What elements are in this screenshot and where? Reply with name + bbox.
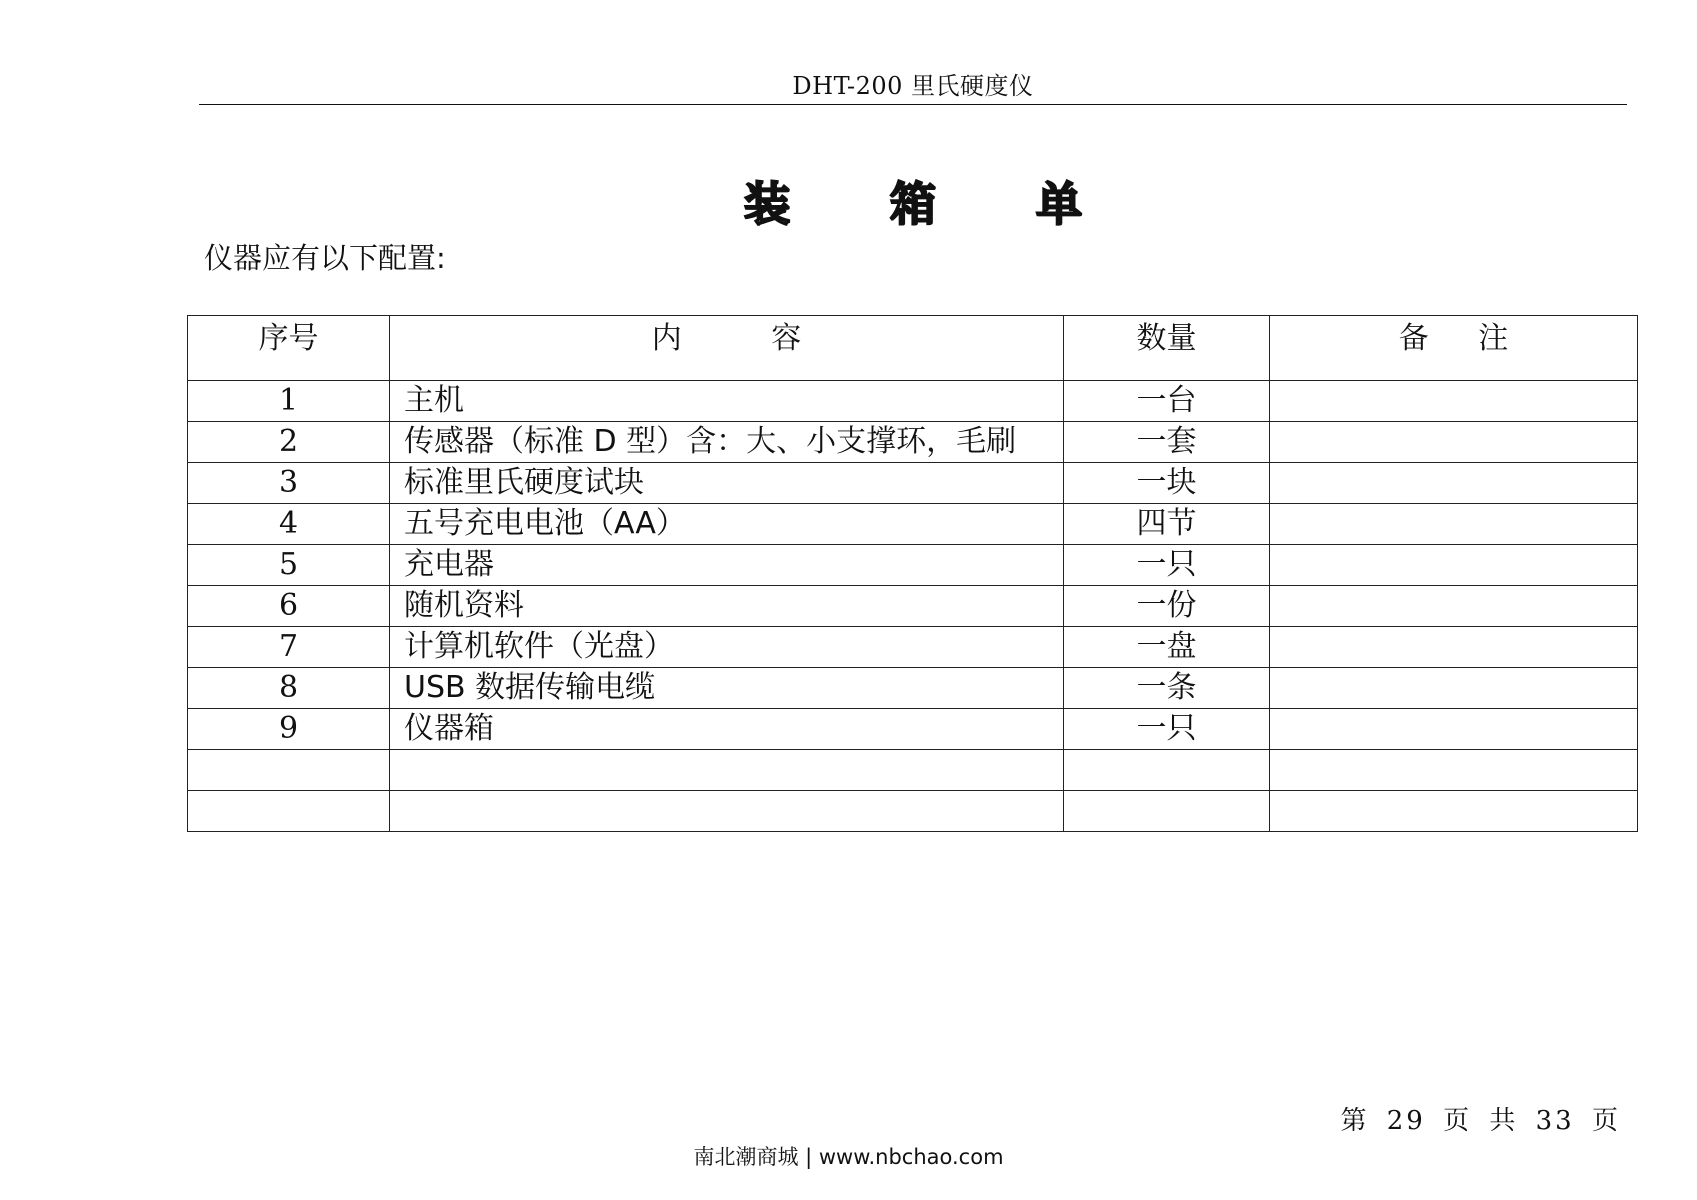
- row-note: [1270, 504, 1638, 545]
- intro-text: 仪器应有以下配置:: [204, 241, 446, 275]
- row-number: 8: [188, 668, 390, 709]
- document-title: 装 箱 单: [743, 177, 1125, 231]
- row-note: [1270, 627, 1638, 668]
- row-note: [1270, 709, 1638, 750]
- row-note: [1270, 381, 1638, 422]
- table-row-empty: [188, 791, 1638, 832]
- row-number: 6: [188, 586, 390, 627]
- row-quantity: 一盘: [1064, 627, 1270, 668]
- row-note: [1270, 668, 1638, 709]
- row-content: 充电器: [390, 545, 1064, 586]
- row-note: [1270, 586, 1638, 627]
- row-note: [1270, 463, 1638, 504]
- column-header-no: 序号: [188, 316, 390, 381]
- table-row-empty: [188, 750, 1638, 791]
- row-note: [1270, 750, 1638, 791]
- row-number: 9: [188, 709, 390, 750]
- table-row: [188, 463, 1638, 504]
- row-number: 7: [188, 627, 390, 668]
- packing-list-table: [187, 315, 1638, 832]
- running-header-title: DHT-200 里氏硬度仪: [792, 72, 1034, 100]
- row-quantity: [1064, 791, 1270, 832]
- row-quantity: 一只: [1064, 545, 1270, 586]
- table-row: [188, 627, 1638, 668]
- table-row: [188, 668, 1638, 709]
- table-row: [188, 381, 1638, 422]
- column-header-note: 备 注: [1270, 316, 1638, 381]
- column-header-content: 内 容: [390, 316, 1064, 381]
- row-quantity: 一套: [1064, 422, 1270, 463]
- row-quantity: 一条: [1064, 668, 1270, 709]
- row-content: 主机: [390, 381, 1064, 422]
- row-content: 计算机软件（光盘）: [390, 627, 1064, 668]
- row-number: 3: [188, 463, 390, 504]
- table-header-row: [188, 316, 1638, 381]
- row-content: 标准里氏硬度试块: [390, 463, 1064, 504]
- row-content: [390, 791, 1064, 832]
- table-row: [188, 586, 1638, 627]
- row-note: [1270, 791, 1638, 832]
- row-quantity: [1064, 750, 1270, 791]
- footer-site-link[interactable]: 南北潮商城 | www.nbchao.com: [693, 1145, 1004, 1169]
- table-row: [188, 504, 1638, 545]
- row-quantity: 一只: [1064, 709, 1270, 750]
- row-content: 仪器箱: [390, 709, 1064, 750]
- row-number: 5: [188, 545, 390, 586]
- row-content: USB 数据传输电缆: [390, 668, 1064, 709]
- row-content: 传感器（标准 D 型）含：大、小支撑环，毛刷: [390, 422, 1064, 463]
- row-note: [1270, 422, 1638, 463]
- row-number: 1: [188, 381, 390, 422]
- row-number: 4: [188, 504, 390, 545]
- table-row: [188, 422, 1638, 463]
- row-quantity: 一台: [1064, 381, 1270, 422]
- row-content: 随机资料: [390, 586, 1064, 627]
- page-number: 第 29 页 共 33 页: [1340, 1106, 1621, 1136]
- row-content: 五号充电电池（AA）: [390, 504, 1064, 545]
- row-quantity: 四节: [1064, 504, 1270, 545]
- row-note: [1270, 545, 1638, 586]
- table-row: [188, 709, 1638, 750]
- column-header-qty: 数量: [1064, 316, 1270, 381]
- row-number: [188, 750, 390, 791]
- row-quantity: 一块: [1064, 463, 1270, 504]
- table-row: [188, 545, 1638, 586]
- row-number: 2: [188, 422, 390, 463]
- row-content: [390, 750, 1064, 791]
- row-number: [188, 791, 390, 832]
- row-quantity: 一份: [1064, 586, 1270, 627]
- header-rule: [199, 104, 1627, 105]
